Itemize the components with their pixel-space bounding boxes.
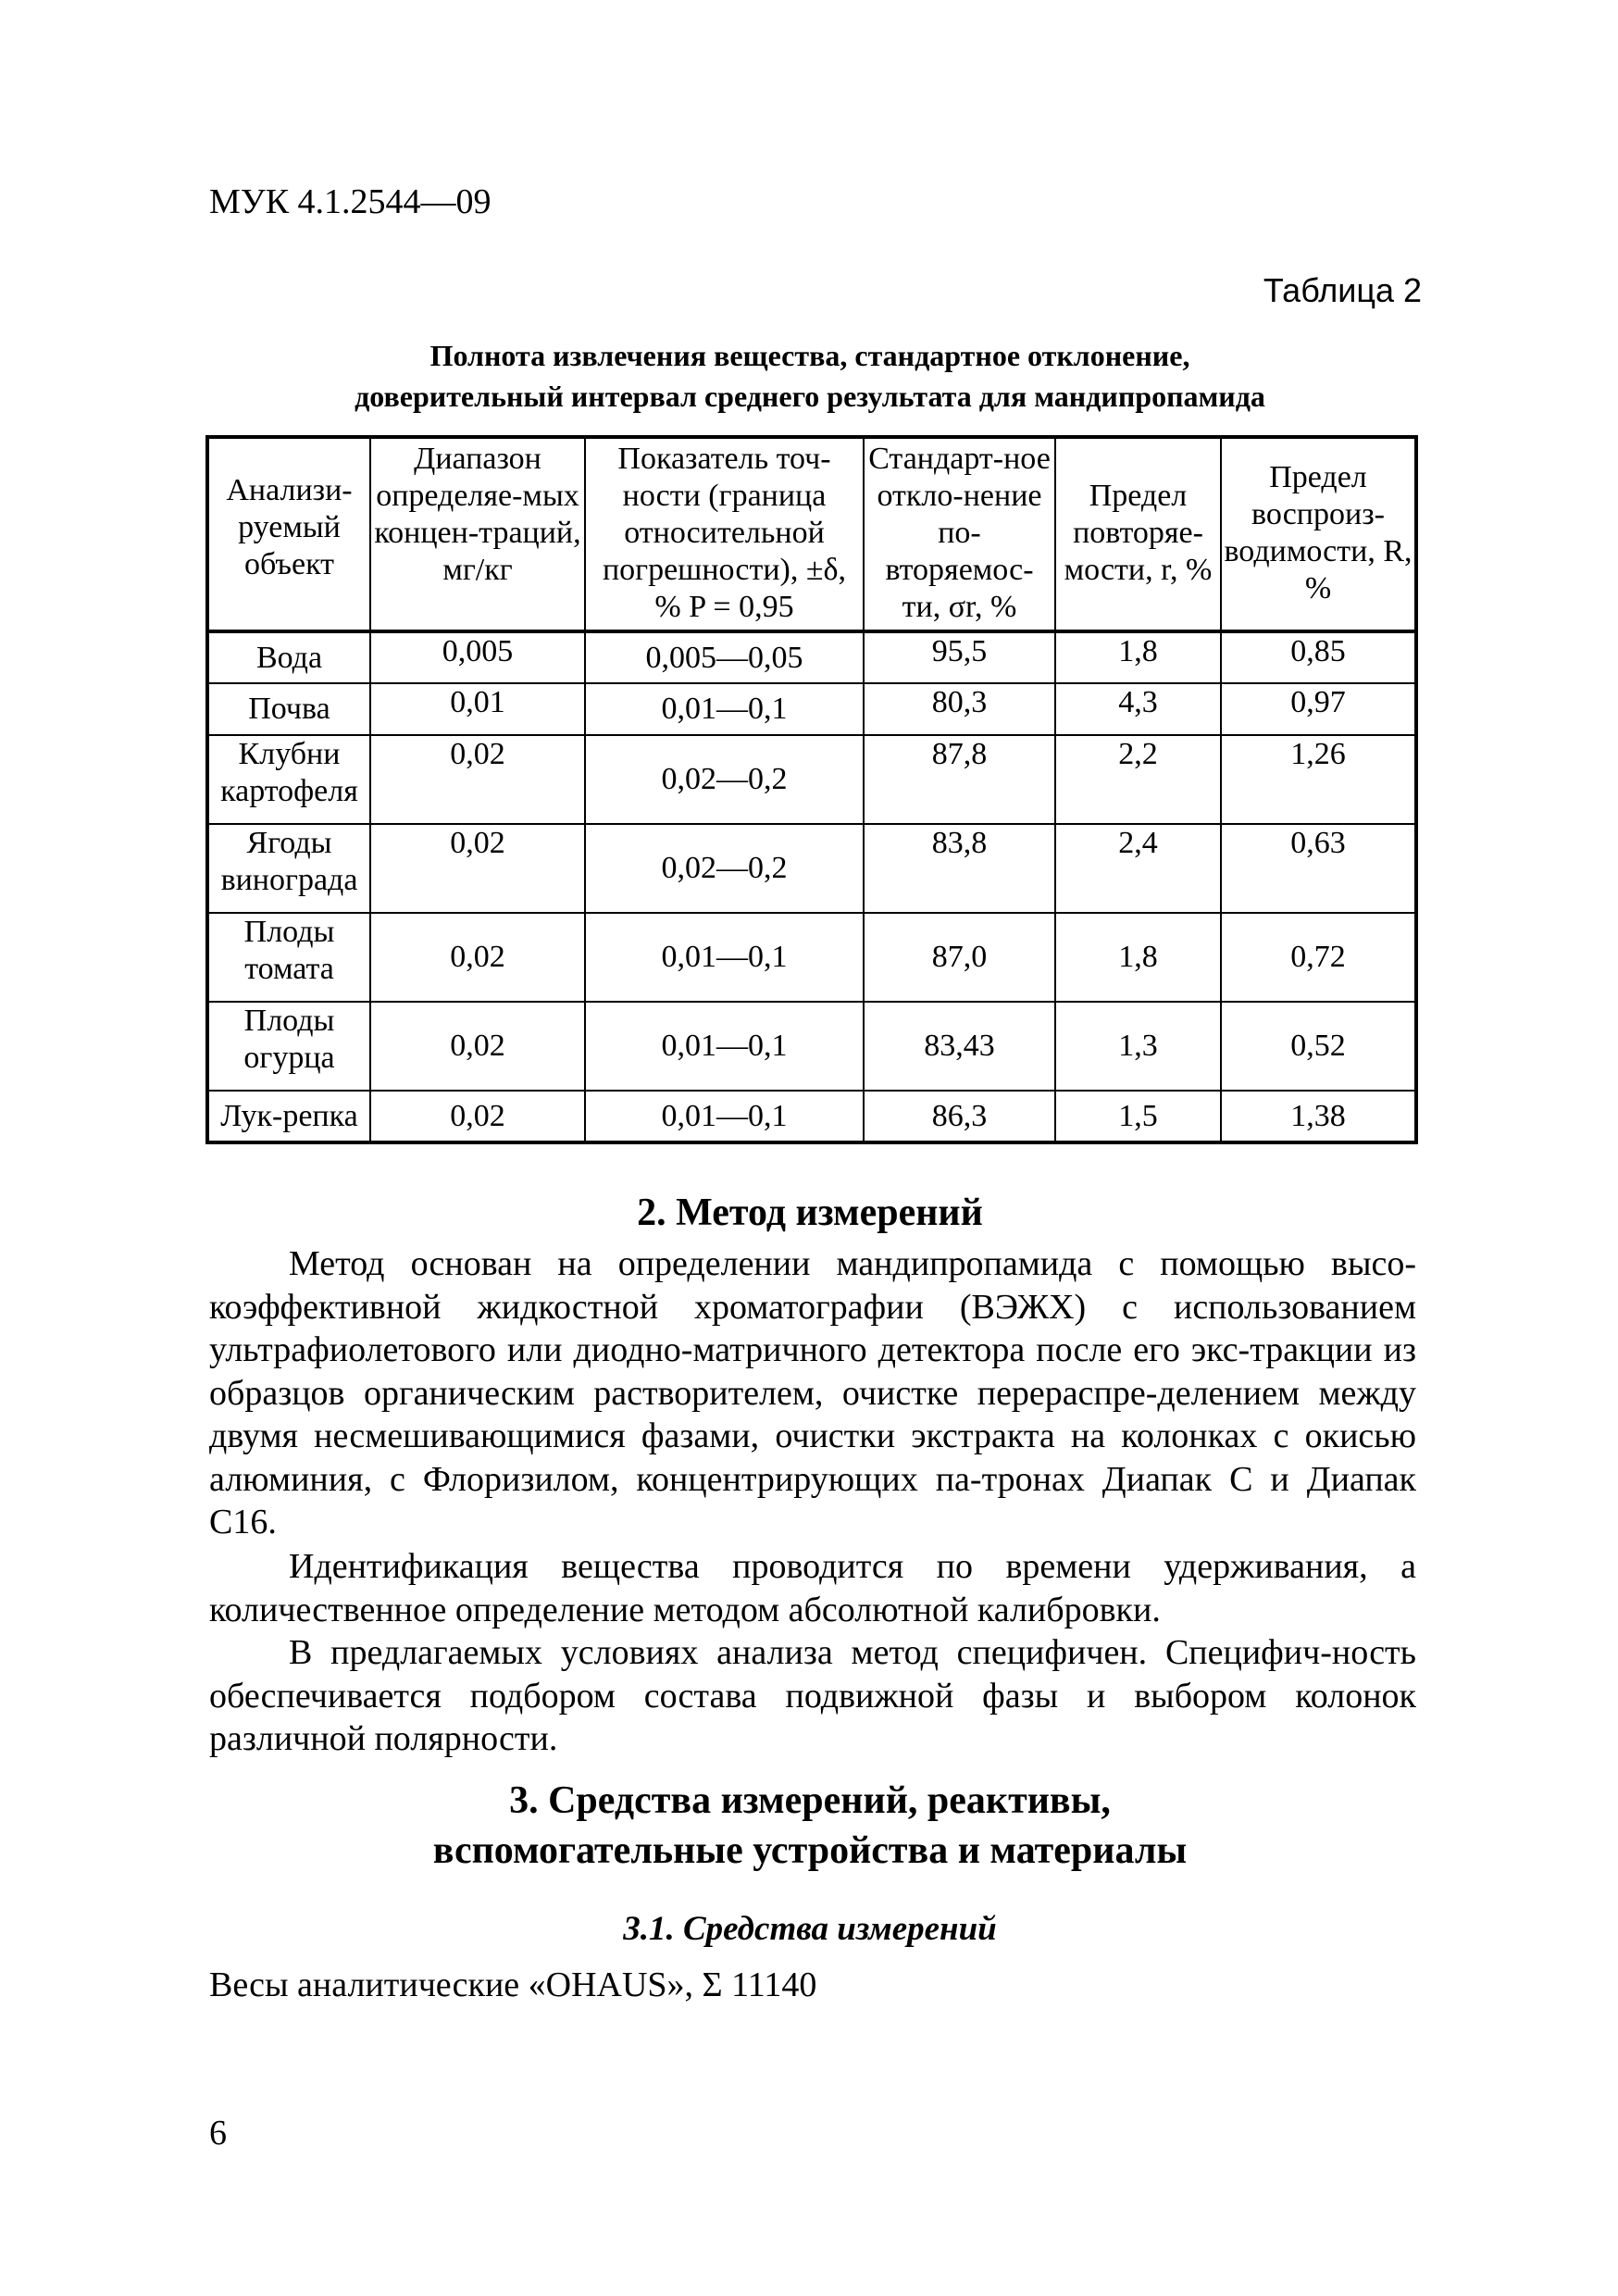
section-3-title-line-2: вспомогательные устройства и материалы xyxy=(432,1829,1188,1872)
header-concentration-range: Диапазон определяе-мых концен-траций, мг/кг xyxy=(370,437,585,631)
header-reproducibility-limit: Предел воспроиз-водимости, R, % xyxy=(1221,437,1416,631)
table-cell: 0,02 xyxy=(370,1002,585,1091)
table-caption xyxy=(205,335,1414,417)
table-cell: 0,85 xyxy=(1221,631,1416,683)
header-analyzed-object: Анализи-руемый объект xyxy=(207,437,370,631)
table-cell: 80,3 xyxy=(864,683,1055,735)
table-row xyxy=(207,824,1416,913)
table-cell: 0,01—0,1 xyxy=(585,1002,864,1091)
table-cell: 83,43 xyxy=(864,1002,1055,1091)
table-cell: 95,5 xyxy=(864,631,1055,683)
table-cell: Почва xyxy=(207,683,370,735)
table-caption-line-2: доверительный интервал среднего результата для мандипропамида xyxy=(355,380,1265,413)
page-number: 6 xyxy=(209,2114,227,2152)
table-cell: 4,3 xyxy=(1055,683,1221,735)
table-row xyxy=(207,735,1416,824)
table-label: Таблица 2 xyxy=(1263,271,1422,309)
table-cell: 0,01 xyxy=(370,683,585,735)
section-2-paragraph-2: Идентификация вещества проводится по времени удерживания, а количественное определение методом абсолютной калибровки. xyxy=(209,1547,1416,1629)
section-2-paragraph-1: Метод основан на определении мандипропамида с помощью высо-коэффективной жидкостной хроматографии (ВЭЖХ) с использованием ультрафиолетового или диодно-матричного детектора после его экс-тракции из образцов органическим растворителем, очистке перераспре-делением между двумя несмешивающимися фазами, очистки экстракта на колонках с окисью алюминия, с Флоризилом, концентрирующих па-тронах Диапак С и Диапак С16. xyxy=(209,1244,1416,1541)
section-3-title xyxy=(205,1776,1414,1876)
table-cell: 1,26 xyxy=(1221,735,1416,824)
table-cell: 0,01—0,1 xyxy=(585,683,864,735)
table-caption-line-1: Полнота извлечения вещества, стандартное отклонение, xyxy=(429,339,1190,372)
table-cell: 1,3 xyxy=(1055,1002,1221,1091)
table-cell: 0,02 xyxy=(370,1091,585,1142)
table-cell: Плоды томата xyxy=(207,913,370,1002)
table-cell: 2,2 xyxy=(1055,735,1221,824)
table-cell: 0,01—0,1 xyxy=(585,1091,864,1142)
table-row xyxy=(207,1091,1416,1142)
table-cell: 0,02—0,2 xyxy=(585,735,864,824)
table-cell: 1,5 xyxy=(1055,1091,1221,1142)
table-cell: 0,02 xyxy=(370,913,585,1002)
table-cell: Лук-репка xyxy=(207,1091,370,1142)
table-cell: 0,02 xyxy=(370,735,585,824)
table-cell: 0,01—0,1 xyxy=(585,913,864,1002)
table-header-row xyxy=(207,437,1416,631)
section-2-paragraph-3: В предлагаемых условиях анализа метод специфичен. Специфич-ность обеспечивается подбором состава подвижной фазы и выбором колонок различной полярности. xyxy=(209,1633,1416,1758)
section-2-title: 2. Метод измерений xyxy=(637,1192,983,1234)
table-row xyxy=(207,683,1416,735)
results-table xyxy=(205,435,1418,1144)
table-cell: 0,63 xyxy=(1221,824,1416,913)
table-row xyxy=(207,631,1416,683)
header-accuracy: Показатель точ-ности (граница относительной погрешности), ±δ, % P = 0,95 xyxy=(585,437,864,631)
table-cell: 2,4 xyxy=(1055,824,1221,913)
table-cell: Вода xyxy=(207,631,370,683)
table-row xyxy=(207,913,1416,1002)
document-code: МУК 4.1.2544—09 xyxy=(209,182,492,221)
table-cell: Ягоды винограда xyxy=(207,824,370,913)
table-cell: 83,8 xyxy=(864,824,1055,913)
subsection-3-1-title: 3.1. Средства измерений xyxy=(623,1910,997,1948)
table-cell: 1,8 xyxy=(1055,913,1221,1002)
table-cell: 0,72 xyxy=(1221,913,1416,1002)
table-cell: 0,005 xyxy=(370,631,585,683)
table-row xyxy=(207,1002,1416,1091)
table-cell: Плоды огурца xyxy=(207,1002,370,1091)
header-repeatability-limit: Предел повторяе-мости, r, % xyxy=(1055,437,1221,631)
header-standard-deviation: Стандарт-ное откло-нение по-вторяемос-ти, σr, % xyxy=(864,437,1055,631)
table-cell: 0,02 xyxy=(370,824,585,913)
table-cell: 87,8 xyxy=(864,735,1055,824)
instrument-line: Весы аналитические «OHAUS», Σ 11140 xyxy=(209,1965,817,2004)
table-cell: 1,38 xyxy=(1221,1091,1416,1142)
table-cell: 1,8 xyxy=(1055,631,1221,683)
table-cell: 87,0 xyxy=(864,913,1055,1002)
table-cell: 0,97 xyxy=(1221,683,1416,735)
table-cell: Клубни картофеля xyxy=(207,735,370,824)
section-3-title-line-1: 3. Средства измерений, реактивы, xyxy=(509,1779,1111,1822)
table-cell: 0,005—0,05 xyxy=(585,631,864,683)
table-cell: 0,02—0,2 xyxy=(585,824,864,913)
table-cell: 86,3 xyxy=(864,1091,1055,1142)
table-cell: 0,52 xyxy=(1221,1002,1416,1091)
